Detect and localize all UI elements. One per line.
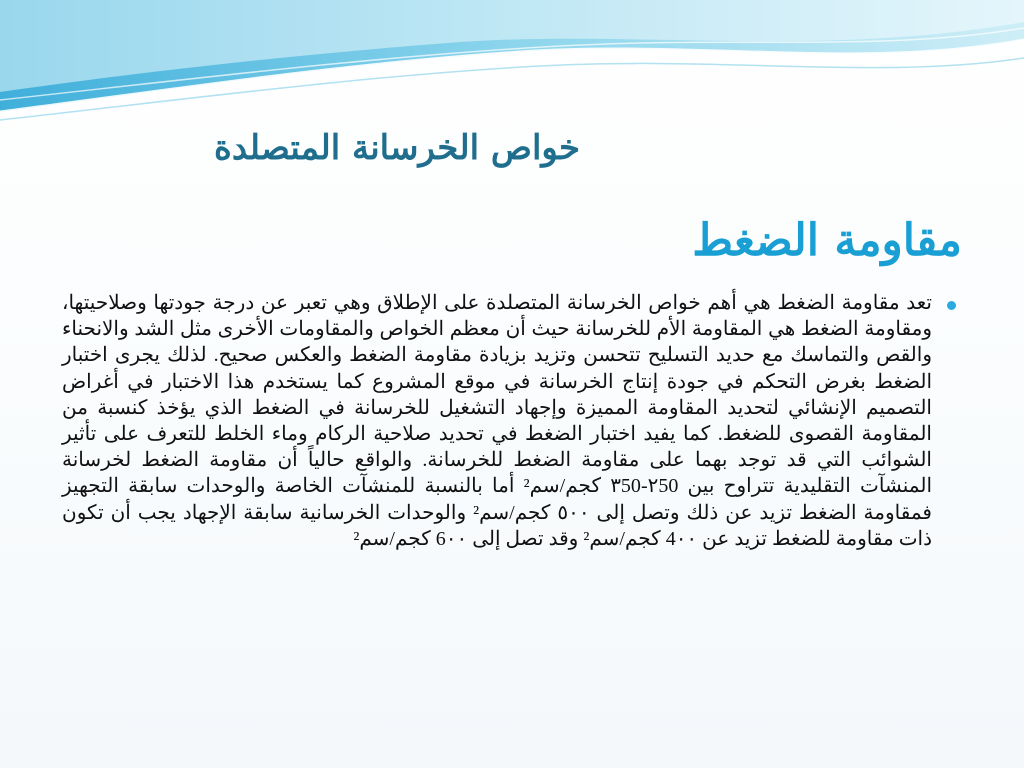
body-content [62,290,960,660]
slide-title: خواص الخرسانة المتصلدة [214,128,580,168]
bullet-icon [947,301,956,310]
slide-subtitle: مقاومة الضغط [692,215,962,266]
wave-header-decoration [0,0,1024,130]
bullet-text: تعد مقاومة الضغط هي أهم خواص الخرسانة المتصلدة على الإطلاق وهي تعبر عن درجة جودتها وصلاحيتها، ومقاومة الضغط هي المقاومة الأم للخرسانة حيث أن معظم الخواص والمقاومات الأخرى مثل الشد والانحناء والقص والتماسك مع حديد التسليح تتحسن وتزيد بزيادة مقاومة الضغط والعكس صحيح. لذلك يجرى اختبار الضغط بغرض التحكم في جودة إنتاج الخرسانة في موقع المشروع كما يستخدم هذا الاختبار في أغراض التصميم الإنشائي لتحديد المقاومة المميزة وإجهاد التشغيل للخرسانة في الضغط الذي يؤخذ كنسبة من المقاومة القصوى للضغط. كما يفيد اختبار الضغط في تحديد صلاحية الركام وماء الخلط للتعرف على تأثير الشوائب التي قد توجد بهما على مقاومة الضغط للخرسانة. والواقع حالياً أن مقاومة الضغط لخرسانة المنشآت التقليدية تتراوح بين ٢50-٣50 كجم/سم² أما بالنسبة للمنشآت الخاصة والوحدات سابقة التجهيز فمقاومة الضغط تزيد عن ذلك وتصل إلى ٥٠٠ كجم/سم² والوحدات الخرسانية سابقة الإجهاد يجب أن تكون ذات مقاومة للضغط تزيد عن 4٠٠ كجم/سم² وقد تصل إلى 6٠٠ كجم/سم² [62,292,932,550]
bullet-item [62,290,960,552]
